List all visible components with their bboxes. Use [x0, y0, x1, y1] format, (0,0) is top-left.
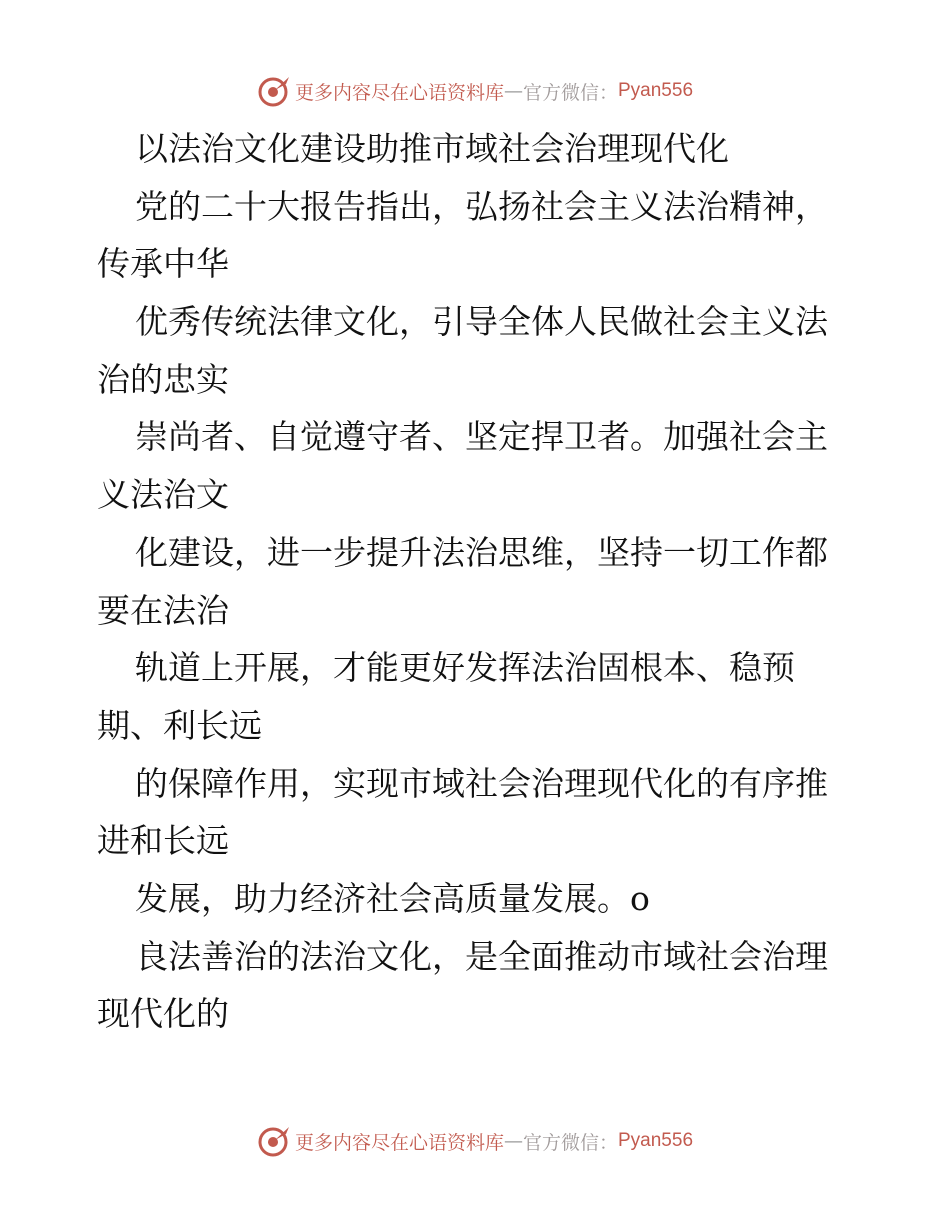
banner-library-text: 更多内容尽在心语资料库	[294, 81, 504, 104]
doc-line: 义法治文	[97, 475, 229, 515]
banner-wechat-id: Pyan556	[618, 1130, 694, 1151]
doc-line: 崇尚者、自觉遵守者、坚定捍卫者。加强社会主	[135, 417, 828, 457]
doc-line: 良法善治的法治文化，是全面推动市域社会治理	[135, 936, 828, 976]
banner-wechat-id: Pyan556	[618, 80, 694, 101]
doc-line: 传承中华	[97, 244, 229, 284]
banner-separator: —	[503, 80, 523, 102]
doc-line: 发展，助力经济社会高质量发展。o	[135, 878, 650, 918]
doc-line: 期、利长远	[97, 705, 262, 745]
doc-line: 的保障作用，实现市域社会治理现代化的有序推	[135, 763, 828, 803]
doc-line: 优秀传统法律文化，引导全体人民做社会主义法	[135, 302, 828, 342]
quill-circle-logo-icon	[257, 74, 291, 108]
doc-line: 进和长远	[97, 821, 229, 861]
banner-separator: —	[503, 1130, 523, 1152]
footer-banner	[0, 1124, 950, 1158]
document-body	[97, 120, 857, 1043]
banner-wechat-label: 官方微信：	[522, 1131, 618, 1154]
header-banner	[0, 74, 950, 108]
doc-line: 化建设，进一步提升法治思维，坚持一切工作都	[135, 532, 828, 572]
doc-line: 现代化的	[97, 994, 229, 1034]
doc-line: 党的二十大报告指出，弘扬社会主义法治精神，	[135, 186, 828, 226]
banner-wechat-label: 官方微信：	[522, 81, 618, 104]
quill-circle-logo-icon	[257, 1124, 291, 1158]
banner-library-text: 更多内容尽在心语资料库	[294, 1131, 504, 1154]
doc-line: 轨道上开展，才能更好发挥法治固根本、稳预	[135, 648, 795, 688]
doc-title: 以法治文化建设助推市域社会治理现代化	[135, 129, 729, 168]
doc-line: 要在法治	[97, 590, 229, 630]
doc-line: 治的忠实	[97, 359, 229, 399]
